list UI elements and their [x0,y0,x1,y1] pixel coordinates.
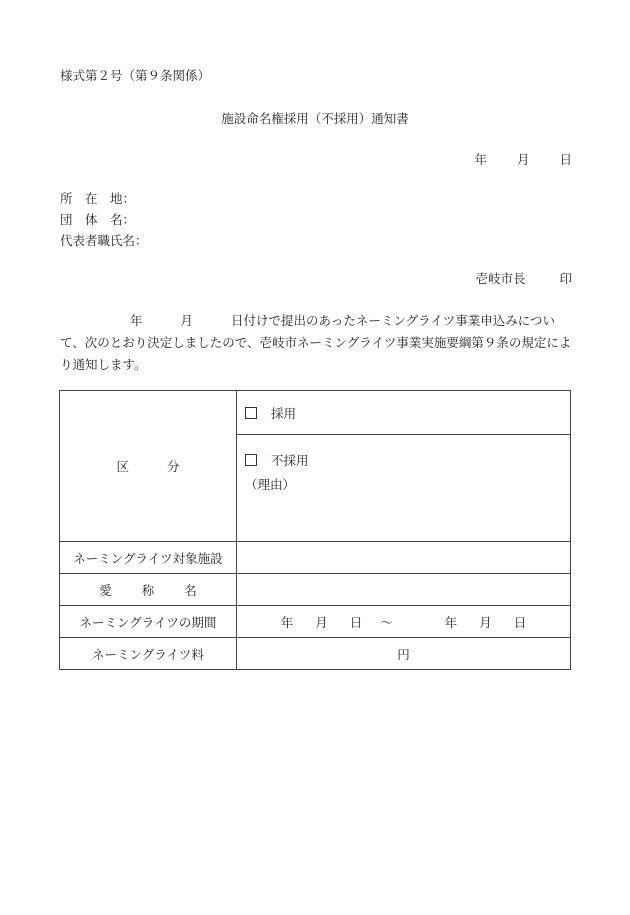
decision-table [59,390,571,670]
issuer-line [475,269,572,287]
recipient-address [60,188,146,209]
reject-checkbox[interactable] [245,454,257,466]
reject-option[interactable] [237,435,571,542]
date-month: 月 [516,152,530,167]
kubun-label-1: 区 [116,459,129,474]
address-label: 所 在 地： [60,191,136,206]
recipient-organization [60,209,146,230]
fee-unit: 円 [397,646,410,662]
fee-label: ネーミングライツ料 [60,638,237,670]
body-text: 日付けで提出のあったネーミングライツ事業申込みについて、次のとおり決定しましたので、壱岐市ネーミングライツ事業実施要綱第９条の規定により通知します。 [60,313,572,372]
period-end-year: 年 [444,614,458,630]
reject-label: 不採用 [271,453,309,468]
nickname-label-3: 名 [184,582,197,598]
period-value[interactable] [237,606,571,638]
date-line [474,150,572,168]
representative-label: 代表者職氏名： [60,233,148,248]
date-year: 年 [474,152,487,167]
adopt-label: 採用 [271,405,297,421]
adopt-option[interactable] [237,391,571,435]
facility-value[interactable] [237,542,571,574]
period-start-month: 月 [315,614,328,630]
nickname-value[interactable] [237,574,571,606]
period-separator: ～ [380,614,393,630]
period-end-day: 日 [513,614,527,630]
issuer-name: 壱岐市長 [475,271,526,286]
adopt-checkbox[interactable] [245,407,257,419]
reason-label: （理由） [245,477,296,492]
notice-body [60,310,574,376]
body-month: 月 [180,313,194,328]
document-title: 施設命名権採用（不採用）通知書 [221,111,409,126]
period-end-month: 月 [479,614,492,630]
organization-label: 団 体 名： [60,212,136,227]
date-day: 日 [559,152,572,167]
period-start-day: 日 [349,614,363,630]
nickname-label [60,574,237,606]
recipient-representative [60,230,146,251]
facility-label: ネーミングライツ対象施設 [60,542,237,574]
kubun-label-2: 分 [167,459,180,474]
kubun-cell [60,391,237,542]
body-year: 年 [130,313,143,328]
nickname-label-1: 愛 [99,582,112,598]
period-start-year: 年 [280,614,294,630]
nickname-label-2: 称 [141,582,155,598]
form-number: 様式第２号（第９条関係） [60,68,211,83]
fee-value[interactable] [237,638,571,670]
seal-mark: 印 [559,271,572,286]
period-label: ネーミングライツの期間 [60,606,237,638]
